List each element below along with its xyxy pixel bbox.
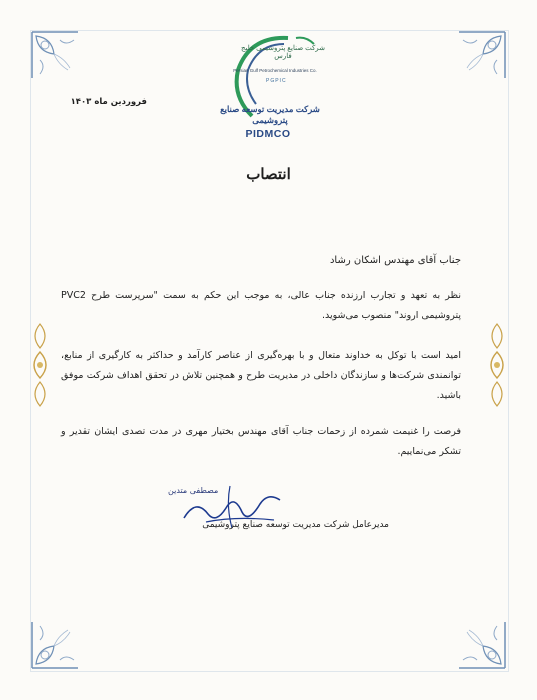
- letter-paragraph: فرصت را غنیمت شمرده از زحمات جناب آقای مهندس بختیار مهری در مدت تصدی ایشان تقدیر و تشکر می‌نماییم.: [61, 426, 461, 457]
- letter-paragraph: امید است با توکل به خداوند متعال و با بهره‌گیری از عناصر کارآمد و حداکثر به کارگیری از منابع، توانمندی شرکت‌ها و سازندگان داخلی در مدیریت طرح و همچنین تلاش در تحقق اهداف شرکت موفق باشید.: [61, 350, 461, 401]
- letter-title: انتصاب: [246, 165, 291, 183]
- corner-ornament-icon: [457, 620, 507, 670]
- signer-name: مصطفی متدین: [168, 486, 219, 495]
- corner-ornament-icon: [30, 30, 80, 80]
- parent-company-name-fa: شرکت صنایع پتروشیمی خلیج فارس: [240, 45, 326, 60]
- addressee-line: جناب آقای مهندس اشکان رشاد: [329, 255, 461, 266]
- letter-paragraph: نظر به تعهد و تجارب ارزنده جناب عالی، به موجب این حکم به سمت "سرپرست طرح PVC2 پتروشیمی اروند" منصوب می‌شوید.: [61, 290, 461, 321]
- side-ornament-icon: [485, 322, 509, 408]
- letter-date: فروردین ماه ۱۴۰۳: [70, 97, 147, 107]
- signer-title: مدیرعامل شرکت مدیریت توسعه صنایع پتروشیمی: [202, 520, 389, 530]
- corner-ornament-icon: [30, 620, 80, 670]
- company-abbrev: PIDMCO: [245, 128, 291, 140]
- parent-company-abbrev: PGPIC: [266, 78, 287, 84]
- parent-company-name-en: Persian Gulf Petrochemical Industries Co.: [233, 68, 317, 73]
- side-ornament-icon: [28, 322, 52, 408]
- company-name-fa: شرکت مدیریت توسعه صنایع پتروشیمی: [220, 104, 320, 125]
- corner-ornament-icon: [457, 30, 507, 80]
